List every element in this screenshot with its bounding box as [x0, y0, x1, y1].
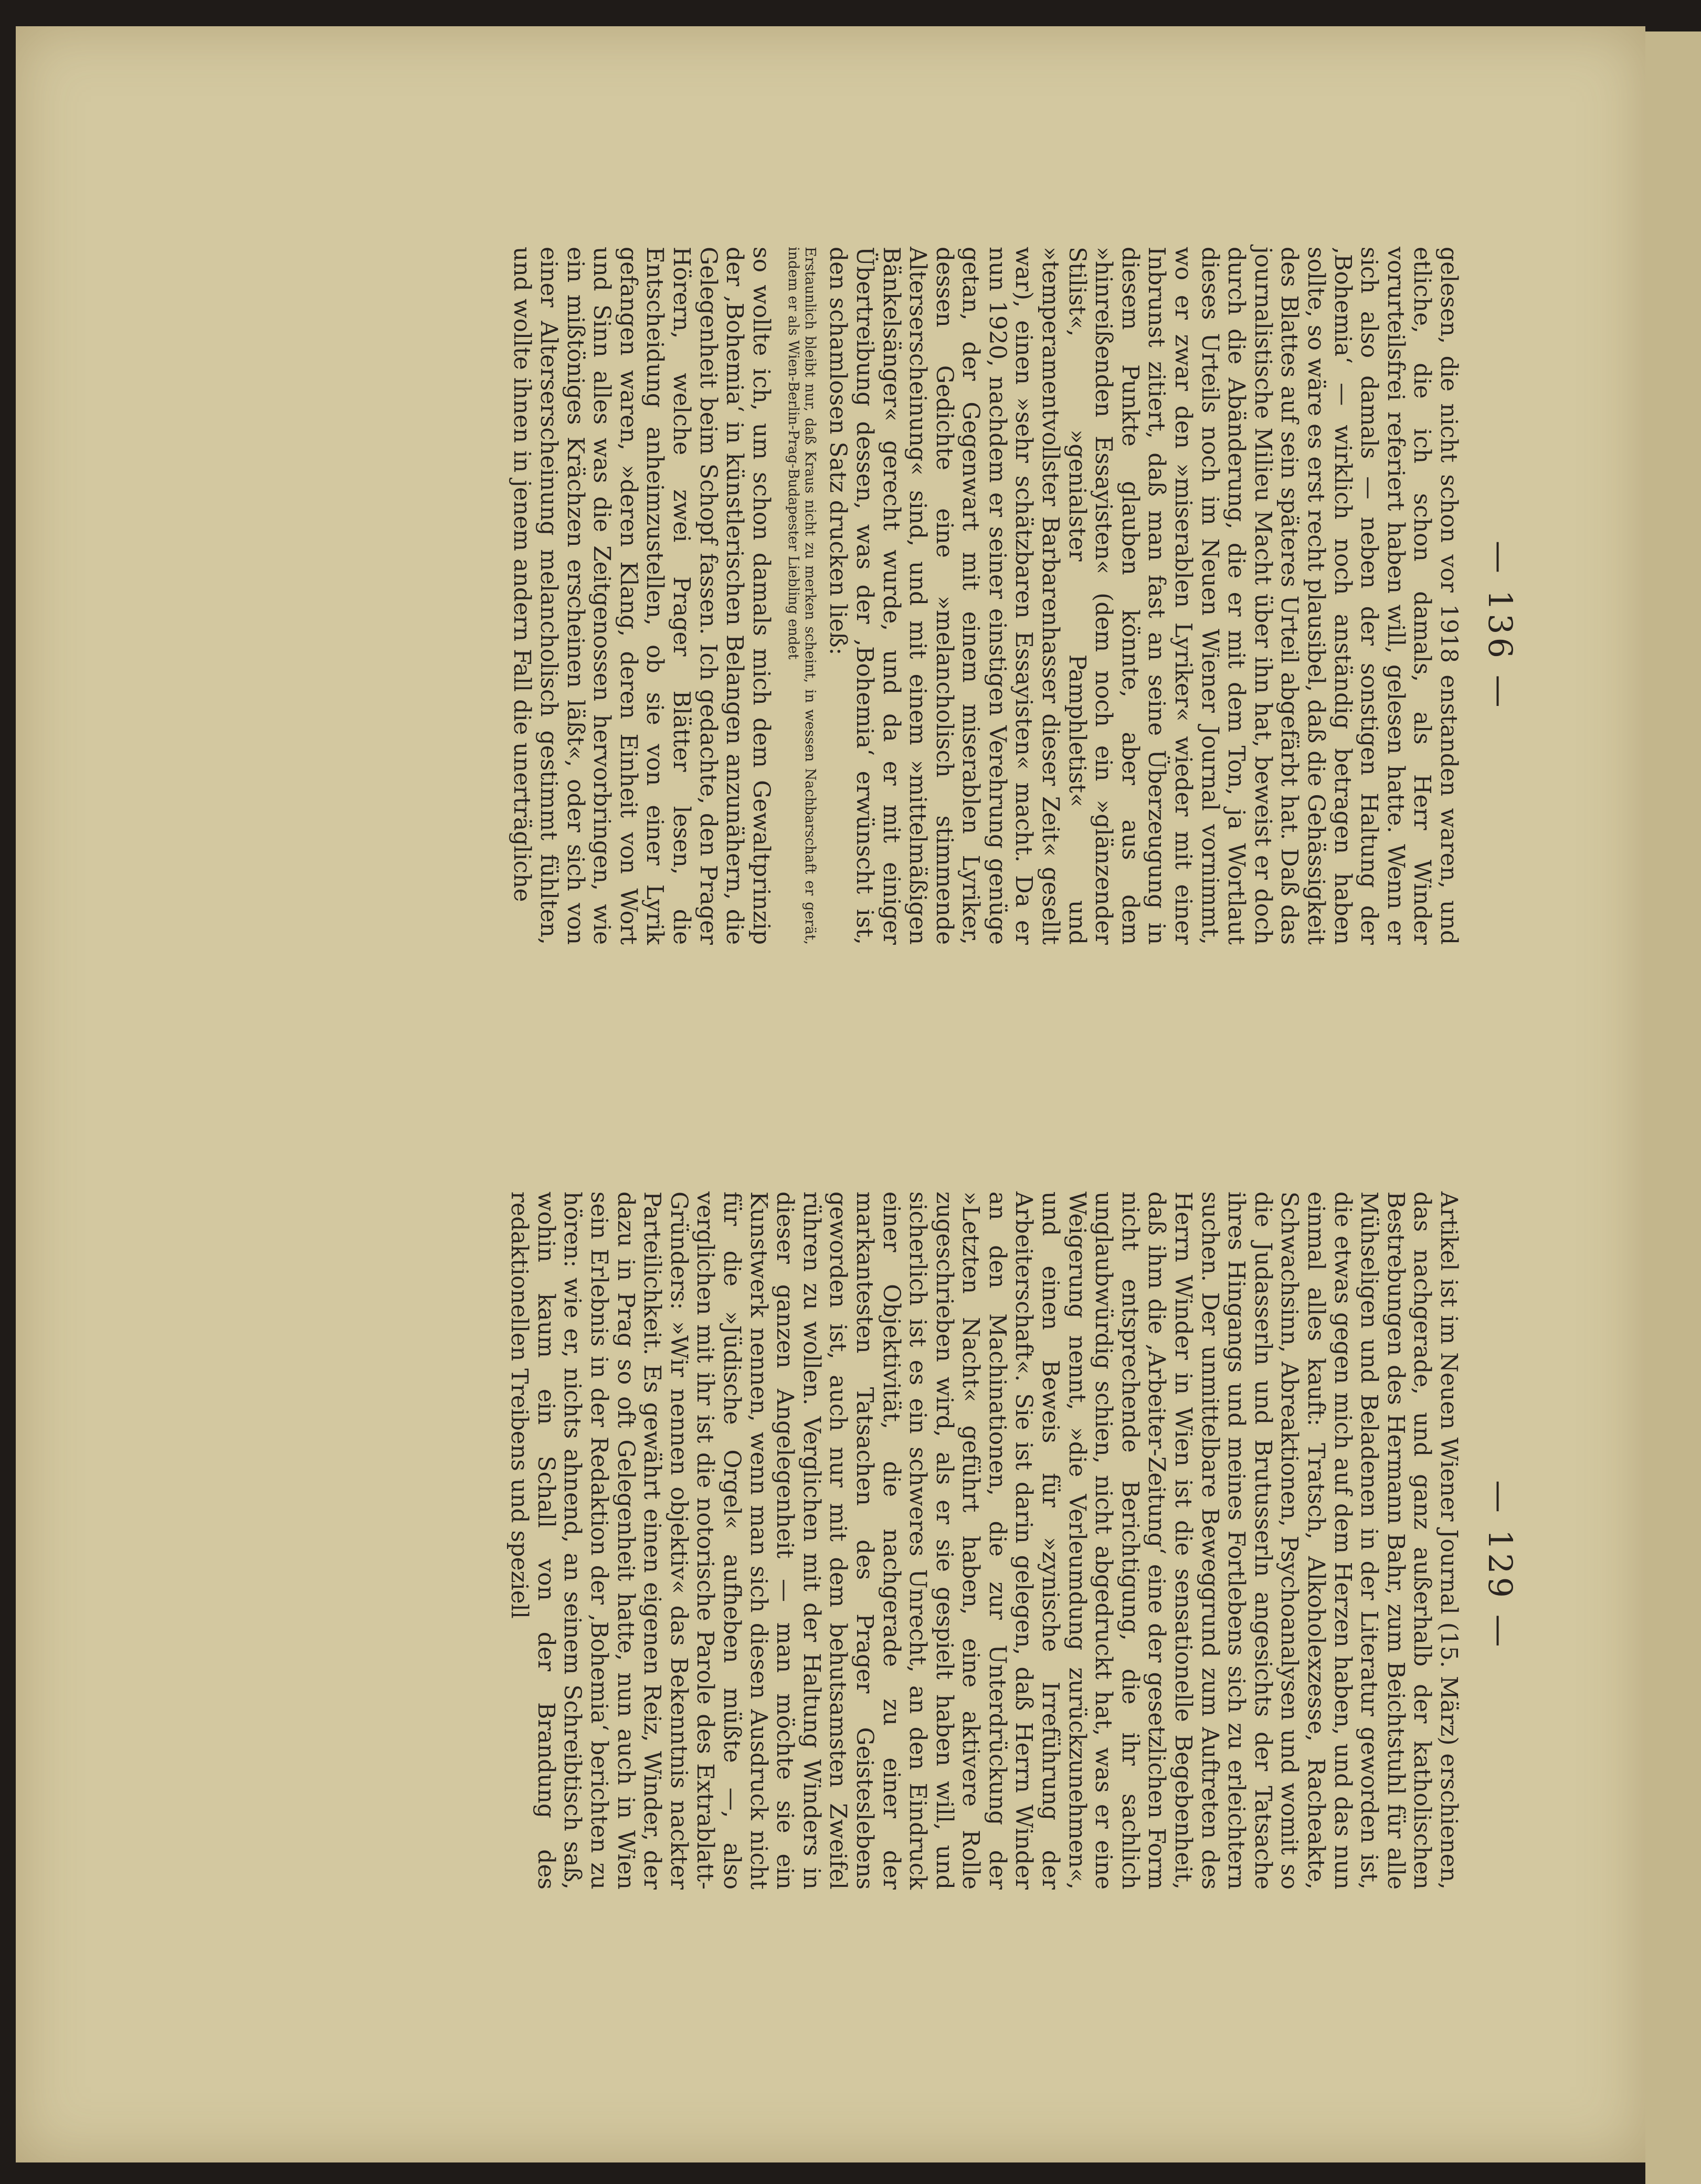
paragraph: Artikel ist im Neuen Wiener Journal (15. März) erschienen, das nachgerade, und ganz außerhalb der katholischen Bestrebungen des Hermann Bahr, zum Beichtstuhl für alle Mühseligen und Beladenen in der Literatur geworden ist, die etwas gegen mich auf dem Herzen haben, und das nun einmal alles kauft: Tratsch, Alkoholexzesse, Racheakte, Schwachsinn, Abreaktionen, Psychoanalysen und womit so die Judasserln und Brutusserln angesichts der Tatsache ihres Hingangs und meines Fortlebens sich zu erleichtern suchen. Der unmittelbare Beweggrund zum Auftreten des Herrn Winder in Wien ist die sensationelle Begebenheit, daß ihm die ‚Arbeiter-Zeitung‘ eine der gesetzlichen Form nicht entsprechende Berichtigung, die ihr sachlich unglaubwürdig schien, nicht abgedruckt hat, was er eine Weigerung nennt, »die Verleumdung zurückzunehmen«, und einen Beweis für »zynische Irreführung der Arbeiterschaft«. Sie ist darin gelegen, daß Herrn Winder an den Machinationen, die zur Unterdrückung der »Letzten Nacht« geführt haben, eine aktivere Rolle zugeschrieben wird, als er sie gespielt haben will, und sicherlich ist es ein schweres Unrecht, an den Eindruck einer Objektivität, die nachgerade zu einer der markantesten Tatsachen des Prager Geisteslebens geworden ist, auch nur mit dem behutsamsten Zweifel rühren zu wollen. Verglichen mit der Haltung Winders in dieser ganzen Angelegenheit — man möchte sie ein Kunstwerk nennen, wenn man sich diesen Ausdruck nicht für die »Jüdische Orgel« aufheben müßte —, also verglichen mit ihr ist die notorische Parole des Extrablatt-Gründers: »Wir nennen objektiv« das Bekenntnis nackter Parteilichkeit. Es gewährt einen eigenen Reiz, Winder, der dazu in Prag so oft Gelegenheit hatte, nun auch in Wien sein Erlebnis in der Redaktion der ‚Bohemia‘ berichten zu hören: wie er, nichts ahnend, an seinem Schreibtisch saß, wohin kaum ein Schall von der Brandung des redaktionellen Treibens und speziell [506, 1191, 1462, 1890]
paragraph: gelesen, die nicht schon vor 1918 enstanden waren, und etliche, die ich schon damals, als Herr Winder vorurteilsfrei referiert haben will, gelesen hatte. Wenn er sich also damals — neben der sonstigen Haltung der ‚Bohemia‘ — wirklich noch anständig betragen haben sollte, so wäre es erst recht plausibel, daß die Gehässigkeit des Blattes auf sein späteres Urteil abgefärbt hat. Daß das journalistische Milieu Macht über ihn hat, beweist er doch durch die Abänderung, die er mit dem Ton, ja Wortlaut dieses Urteils noch im Neuen Wiener Journal vornimmt, wo er zwar den »miserablen Lyriker« wieder mit einer Inbrunst zitiert, daß man fast an seine Überzeugung in diesem Punkte glauben könnte, aber aus dem »hinreißenden Essayisten« (dem noch ein »glänzender Stilist«, »genialster Pamphletist« und »temperamentvollster Barbarenhasser dieser Zeit« gesellt war), einen »sehr schätzbaren Essayisten« macht. Da er nun 1920, nachdem er seiner einstigen Verehrung genüge getan, der Gegenwart mit einem miserablen Lyriker, dessen Gedichte eine »melancholisch stimmende Alterserscheinung« sind, und mit einem »mittelmäßigen Bänkelsänger« gerecht wurde, und da er mit einiger Übertreibung dessen, was der ‚Bohemia‘ erwünscht ist, den schamlosen Satz drucken ließ: [825, 247, 1462, 945]
footnote: Erstaunlich bleibt nur, daß Kraus nicht zu merken scheint, in wessen Nachbarschaft er gerät, indem er als Wien-Berlin-Prag-Budapester Liebling endet [785, 247, 818, 945]
page-number: — 129 — [1481, 1480, 1519, 1650]
paragraph: so wollte ich, um schon damals mich dem Gewaltprinzip der ‚Bohemia‘ in künstlerischen Belangen anzunähern, die Gelegenheit beim Schopf fassen. Ich gedachte, den Prager Hörern, welche zwei Prager Blätter lesen, die Entscheidung anheimzustellen, ob sie von einer Lyrik gefangen waren, »deren Klang, deren Einheit von Wort und Sinn alles was die Zeitgenossen hervorbringen, wie ein mißtöniges Krächzen erscheinen läßt«, oder sich von einer Alterserscheinung melancholisch gestimmt fühlten, und wollte ihnen in jenem andern Fall die unerträgliche [509, 247, 775, 945]
right-page [312, 1191, 1519, 1926]
left-page [312, 247, 1519, 982]
next-page-edge [1645, 31, 1701, 2184]
page-number: — 136 — [1481, 541, 1519, 711]
text-column [506, 1191, 1462, 1890]
text-column [509, 247, 1462, 945]
